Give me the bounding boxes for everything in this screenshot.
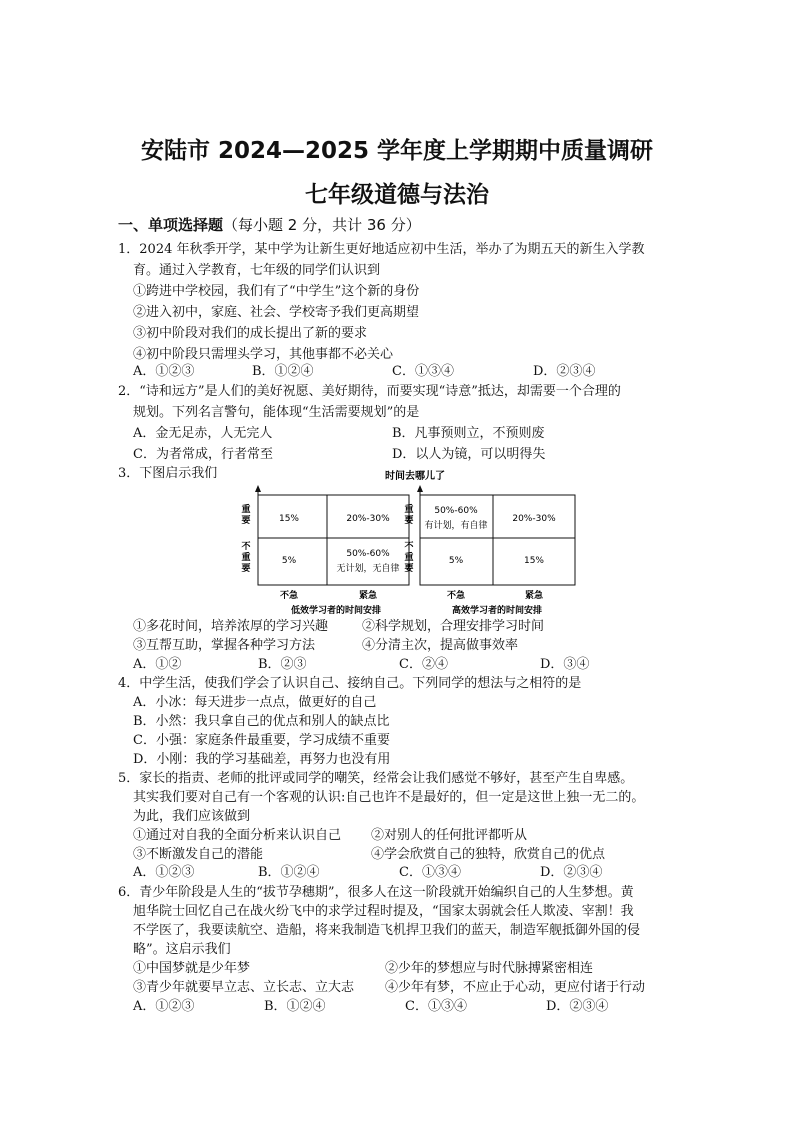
- q3-option-a[interactable]: A．①②: [133, 657, 182, 672]
- right-cell-important-urgent: 20%-30%: [512, 514, 556, 524]
- q5-statement-3: ③不断激发自己的潜能: [133, 847, 264, 862]
- q3-statement-4: ④分清主次，提高做事效率: [362, 638, 519, 653]
- q2-option-d[interactable]: D．以人为镜，可以明得失: [392, 447, 546, 462]
- left-y-label-important: 重要: [241, 505, 251, 526]
- q5-option-a[interactable]: A．①②③: [133, 865, 195, 880]
- q6-stem-line4: 略”。这启示我们: [133, 942, 231, 957]
- q1-statement-3: ③初中阶段对我们的成长提出了新的要求: [133, 326, 368, 341]
- q3-option-c[interactable]: C．②④: [399, 657, 448, 672]
- q4-option-b[interactable]: B．小然：我只拿自己的优点和别人的缺点比: [133, 714, 390, 729]
- q1-option-a[interactable]: A．①②③: [133, 364, 195, 379]
- q3-option-d[interactable]: D．③④: [540, 657, 590, 672]
- q5-stem-line2: 其实我们要对自己有一个客观的认识:自己也许不是最好的，但一定是这世上独一无二的。: [133, 790, 645, 805]
- q1-statement-2: ②进入初中，家庭、社会、学校寄予我们更高期望: [133, 305, 420, 320]
- q4-option-c[interactable]: C．小强：家庭条件最重要，学习成绩不重要: [133, 733, 390, 748]
- right-cell-important-noturgent-note: 有计划，有自律: [424, 521, 488, 531]
- q6-statement-4: ④少年有梦，不应止于心动，更应付诸于行动: [385, 980, 646, 995]
- left-cell-unimportant-urgent-pct: 50%-60%: [346, 549, 390, 559]
- q3-statement-1: ①多花时间，培养浓厚的学习兴趣: [133, 619, 329, 634]
- q1-option-d[interactable]: D．②③④: [533, 364, 596, 379]
- q1-option-c[interactable]: C．①③④: [392, 364, 454, 379]
- left-x-label-noturgent: 不急: [279, 591, 299, 601]
- time-allocation-figure: [235, 465, 595, 615]
- q4-option-a[interactable]: A．小冰：每天进步一点点，做更好的自己: [133, 695, 377, 710]
- right-cell-unimportant-urgent: 15%: [523, 556, 545, 566]
- q3-option-b[interactable]: B．②③: [258, 657, 307, 672]
- right-x-label-urgent: 紧急: [524, 591, 544, 601]
- q2-option-c[interactable]: C．为者常成，行者常至: [133, 447, 273, 462]
- q4-stem: 4．中学生活，使我们学会了认识自己、接纳自己。下列同学的想法与之相符的是: [118, 676, 582, 691]
- q5-option-b[interactable]: B．①②④: [258, 865, 320, 880]
- left-y-axis-arrow: [255, 485, 261, 492]
- right-y-axis-arrow: [417, 485, 423, 492]
- q5-statement-2: ②对别人的任何批评都听从: [371, 828, 528, 843]
- q5-option-c[interactable]: C．①③④: [399, 865, 461, 880]
- left-chart-caption: 低效学习者的时间安排: [290, 606, 382, 615]
- q5-option-d[interactable]: D．②③④: [540, 865, 603, 880]
- q1-option-b[interactable]: B．①②④: [252, 364, 314, 379]
- exam-title: 安陆市 2024—2025 学年度上学期期中质量调研: [140, 138, 654, 164]
- right-cell-important-noturgent-pct: 50%-60%: [434, 506, 478, 516]
- q3-statement-3: ③互帮互助，掌握各种学习方法: [133, 638, 316, 653]
- q6-option-b[interactable]: B．①②④: [264, 999, 326, 1014]
- section-heading-text: 一、单项选择题: [118, 216, 224, 234]
- q5-stem-line1: 5．家长的指责、老师的批评或同学的嘲笑，经常会让我们感觉不够好，甚至产生自卑感。: [118, 771, 634, 786]
- q6-stem-line2: 旭华院士回忆自己在战火纷飞中的求学过程时提及，“国家太弱就会任人欺凌、宰割！我: [133, 904, 634, 919]
- q2-stem-line1: 2．“诗和远方”是人们的美好祝愿、美好期待，而要实现“诗意”抵达，却需要一个合理的: [118, 384, 621, 399]
- left-cell-unimportant-urgent-note: 无计划，无自律: [336, 564, 400, 574]
- q6-option-a[interactable]: A．①②③: [133, 999, 195, 1014]
- q1-statement-1: ①跨进中学校园，我们有了“中学生”这个新的身份: [133, 284, 420, 299]
- q3-stem: 3．下图启示我们: [118, 466, 218, 481]
- q2-option-b[interactable]: B．凡事预则立，不预则废: [392, 426, 545, 441]
- left-x-label-urgent: 紧急: [358, 591, 378, 601]
- right-cell-unimportant-noturgent: 5%: [448, 556, 464, 566]
- section-note: （每小题 2 分，共计 36 分）: [223, 216, 421, 234]
- q1-stem-line2: 育。通过入学教育，七年级的同学们认识到: [133, 263, 381, 278]
- figure-title: 时间去哪儿了: [385, 471, 445, 482]
- q2-option-a[interactable]: A．金无足赤，人无完人: [133, 426, 273, 441]
- q6-option-c[interactable]: C．①③④: [405, 999, 467, 1014]
- q6-option-d[interactable]: D．②③④: [546, 999, 609, 1014]
- q5-statement-4: ④学会欣赏自己的独特，欣赏自己的优点: [371, 847, 606, 862]
- q3-statement-2: ②科学规划，合理安排学习时间: [362, 619, 545, 634]
- right-chart-caption: 高效学习者的时间安排: [451, 606, 543, 615]
- q6-statement-2: ②少年的梦想应与时代脉搏紧密相连: [385, 961, 594, 976]
- left-cell-unimportant-noturgent: 5%: [281, 556, 297, 566]
- right-y-label-important: 重要: [404, 505, 414, 526]
- left-cell-important-noturgent: 15%: [278, 514, 300, 524]
- left-cell-important-urgent: 20%-30%: [346, 514, 390, 524]
- q5-stem-line3: 为此，我们应该做到: [133, 809, 251, 824]
- q6-stem-line1: 6．青少年阶段是人生的“拔节孕穗期”，很多人在这一阶段就开始编织自己的人生梦想。黄: [118, 885, 634, 900]
- q2-stem-line2: 规划。下列名言警句，能体现“生活需要规划”的是: [133, 405, 420, 420]
- right-x-label-noturgent: 不急: [446, 591, 466, 601]
- right-y-label-not-important: 不重要: [404, 542, 414, 574]
- q1-stem-line1: 1．2024 年秋季开学，某中学为让新生更好地适应初中生活，举办了为期五天的新生入学教: [118, 242, 645, 257]
- q4-option-d[interactable]: D．小刚：我的学习基础差，再努力也没有用: [133, 752, 391, 767]
- q5-statement-1: ①通过对自我的全面分析来认识自己: [133, 828, 342, 843]
- exam-subtitle: 七年级道德与法治: [305, 182, 489, 208]
- left-y-label-not-important: 不重要: [241, 542, 251, 574]
- q1-statement-4: ④初中阶段只需埋头学习，其他事都不必关心: [133, 347, 394, 362]
- q6-stem-line3: 不学医了，我要读航空、造船，将来我制造飞机捍卫我们的蓝天，制造军舰抵御外国的侵: [133, 923, 641, 938]
- section-heading: [118, 214, 421, 235]
- q6-statement-1: ①中国梦就是少年梦: [133, 961, 251, 976]
- q6-statement-3: ③青少年就要早立志、立长志、立大志: [133, 980, 355, 995]
